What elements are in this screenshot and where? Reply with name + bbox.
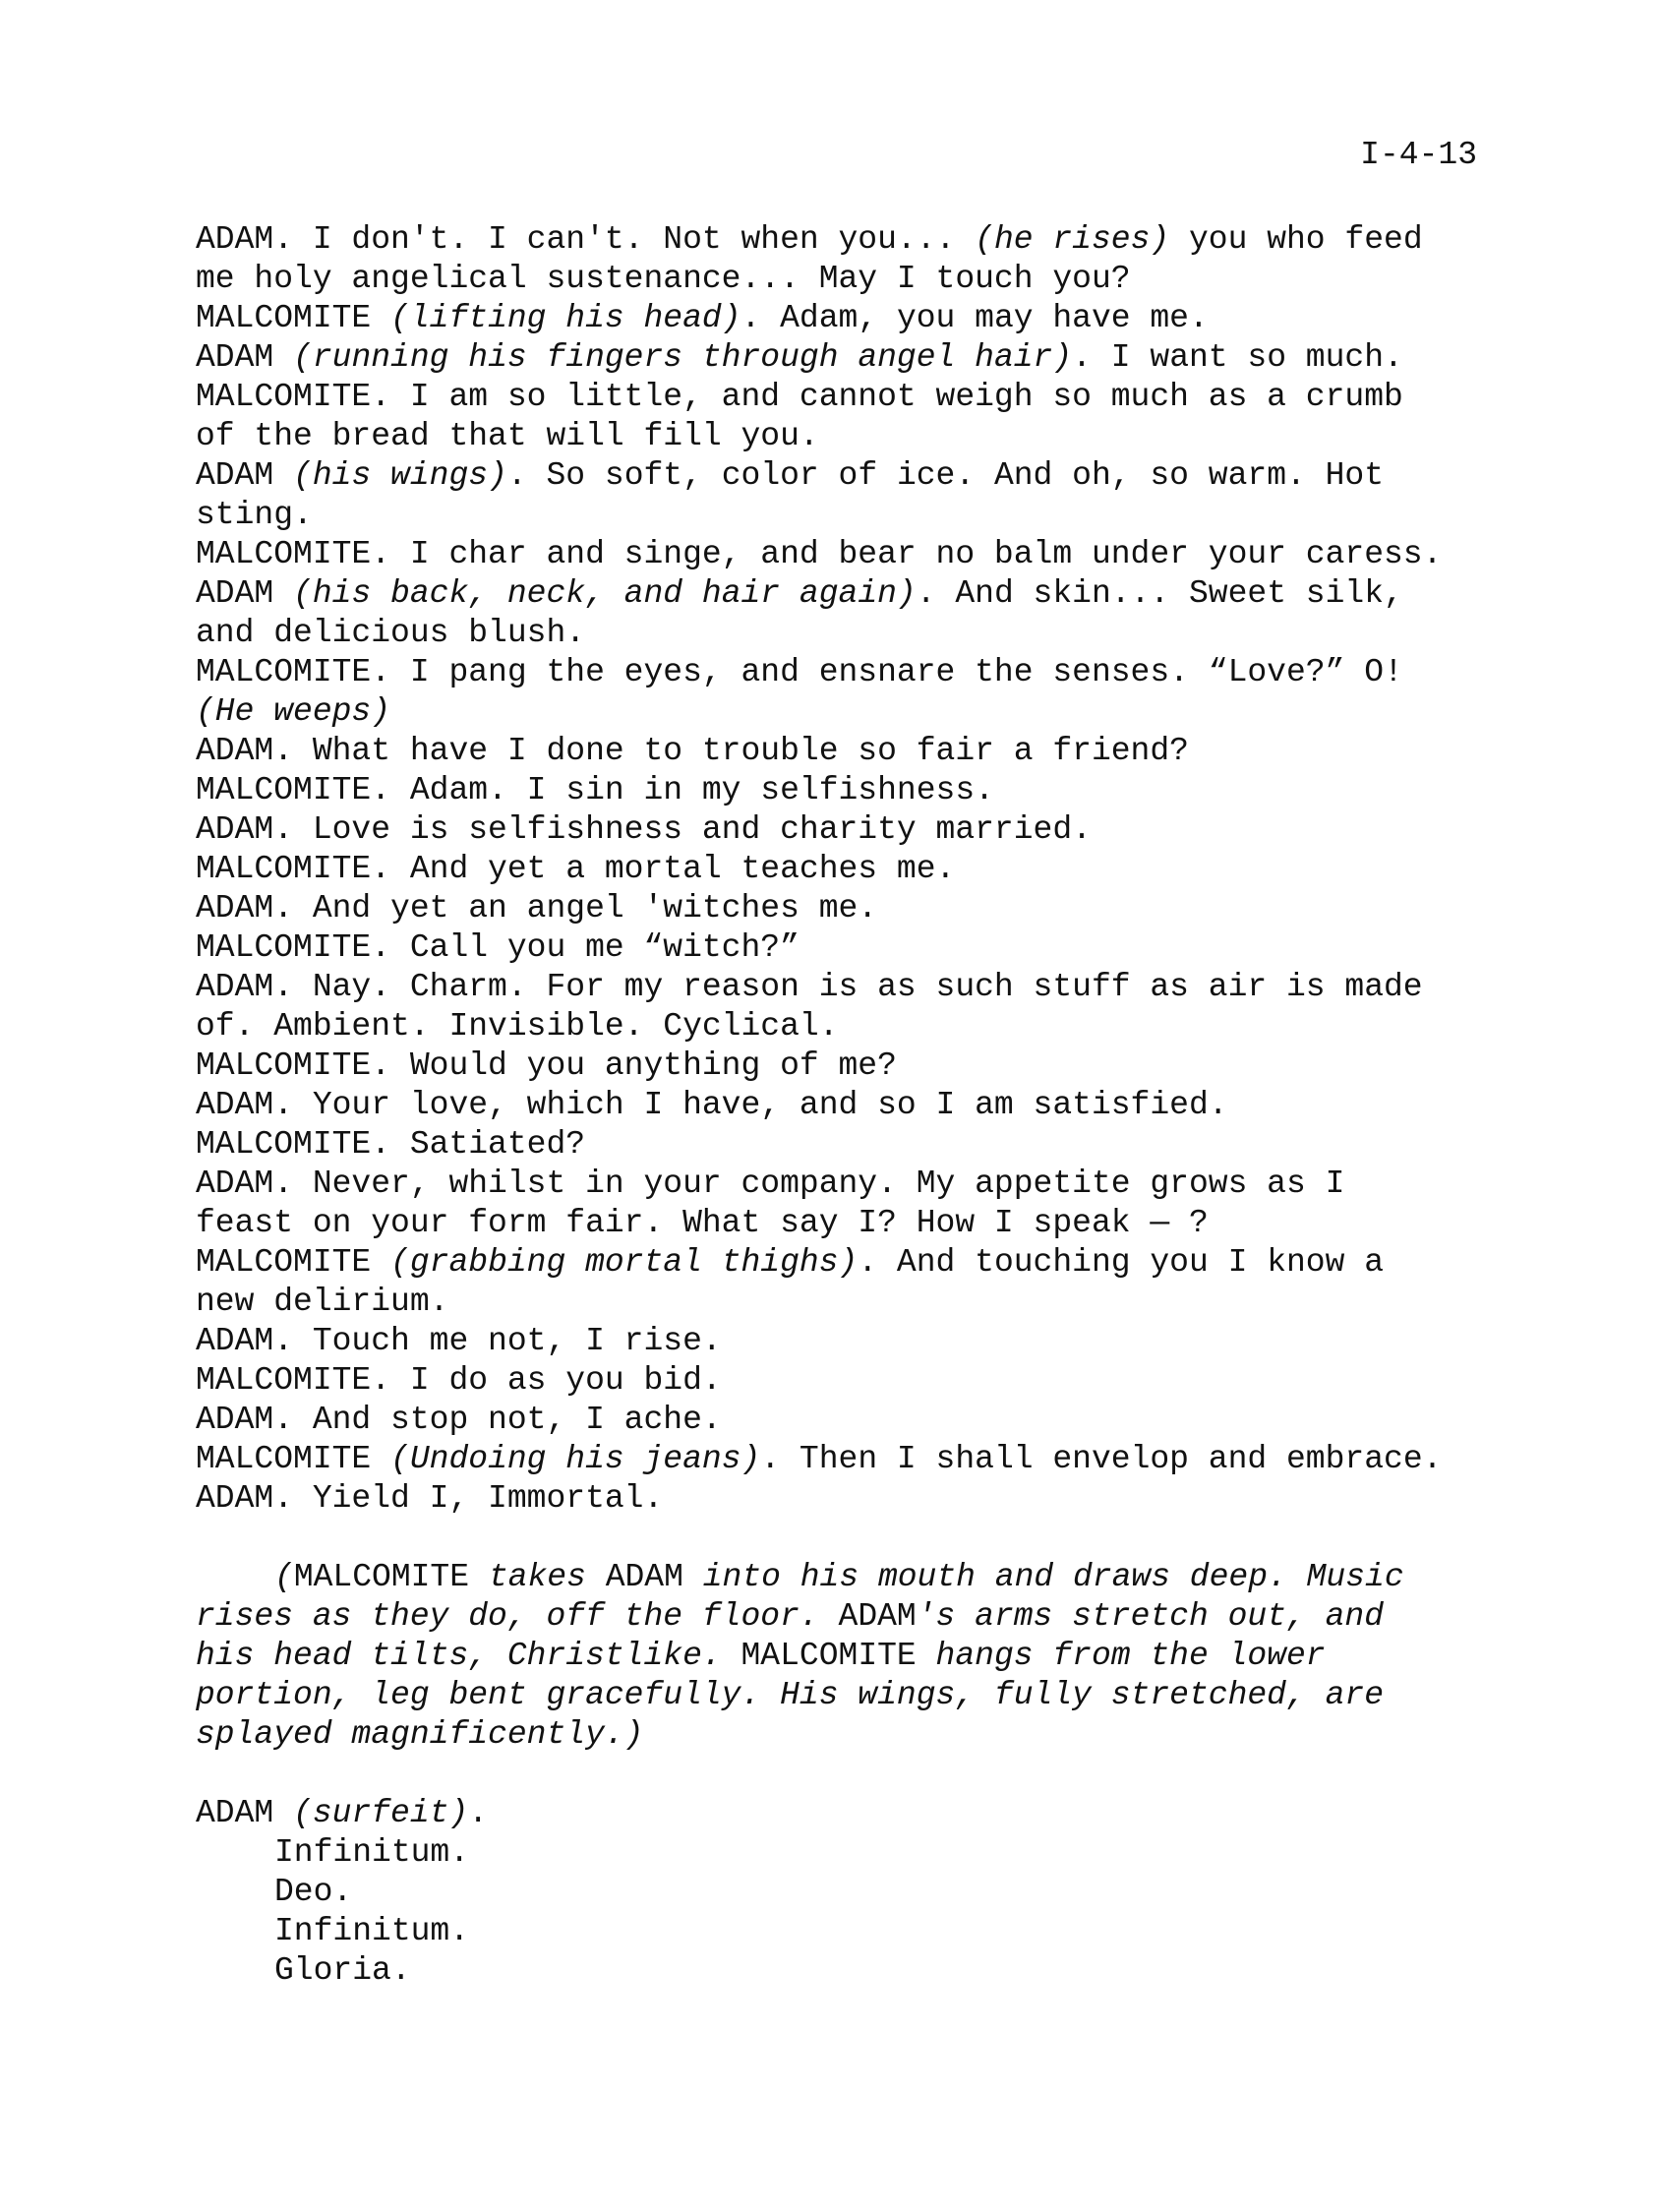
text-segment: MALCOMITE. Call you me “witch?” [196,929,800,966]
italic-text: (He weeps) [196,693,391,730]
dialogue-line [196,299,1504,338]
closing-line: Deo. [274,1874,353,1910]
text-segment: ADAM. Your love, which I have, and so I am satisfied. [196,1087,1228,1123]
italic-text: (he rises) [975,221,1170,258]
text-segment: ADAM. Touch me not, I rise. [196,1323,722,1359]
closing-line: Gloria. [274,1952,411,1989]
stage-direction-line [196,1558,1504,1597]
dialogue-line [196,1401,1504,1440]
stage-direction-line [196,1715,1504,1755]
text-segment: MALCOMITE. I char and singe, and bear no balm under your caress. [196,536,1443,572]
text-segment: . And touching you I know a [858,1244,1385,1281]
text-segment: MALCOMITE. Would you anything of me? [196,1047,897,1084]
script-body [196,220,1504,1991]
dialogue-line [196,653,1504,692]
closing-speaker-line [196,1794,1504,1833]
text-segment: MALCOMITE [741,1638,936,1674]
dialogue-line [196,614,1504,653]
dialogue-line [196,456,1504,496]
dialogue-line [196,260,1504,299]
italic-text: (his back, neck, and hair again) [293,575,917,612]
text-segment: ADAM [605,1559,703,1595]
text-segment: ADAM [196,339,294,376]
text-segment: new delirium. [196,1284,449,1320]
text-segment: . So soft, color of ice. And oh, so warm. Hot [506,457,1385,494]
text-segment: me holy angelical sustenance... May I touch you? [196,261,1131,297]
text-segment: sting. [196,497,313,533]
text-segment: MALCOMITE [196,300,391,336]
text-segment: ADAM. Never, whilst in your company. My appetite grows as I [196,1166,1345,1202]
italic-text: splayed magnificently.) [196,1716,644,1753]
dialogue-line [196,968,1504,1007]
blank-line [196,1519,1504,1558]
text-segment: MALCOMITE. I am so little, and cannot weigh so much as a crumb [196,379,1403,415]
dialogue-line [196,692,1504,732]
dialogue-line [196,1440,1504,1479]
text-segment: ADAM. And yet an angel 'witches me. [196,890,878,927]
text-segment: of. Ambient. Invisible. Cyclical. [196,1008,839,1045]
stage-direction-line [196,1637,1504,1676]
dialogue-line [196,1165,1504,1204]
dialogue-line [196,1361,1504,1401]
text-segment: . And skin... Sweet silk, [916,575,1403,612]
text-segment: and delicious blush. [196,615,586,651]
text-segment: . [468,1795,489,1831]
text-segment: ADAM. Love is selfishness and charity married. [196,811,1092,848]
text-segment: . Then I shall envelop and embrace. [760,1441,1443,1477]
text-segment: ADAM [196,575,294,612]
dialogue-line [196,810,1504,850]
dialogue-line [196,417,1504,456]
text-segment: MALCOMITE [196,1441,391,1477]
text-segment: ADAM [838,1598,917,1635]
italic-text: his head tilts, Christlike. [196,1638,741,1674]
text-segment: MALCOMITE. I pang the eyes, and ensnare the senses. “Love?” O! [196,654,1403,690]
text-segment: you who feed [1169,221,1423,258]
dialogue-line [196,1046,1504,1086]
dialogue-line [196,496,1504,535]
stage-direction-line [196,1597,1504,1637]
dialogue-line [196,1125,1504,1165]
dialogue-line [196,1322,1504,1361]
dialogue-line [196,732,1504,771]
italic-text: (lifting his head) [390,300,741,336]
italic-text: hangs from the lower [935,1638,1326,1674]
text-segment: feast on your form fair. What say I? How I speak — ? [196,1205,1209,1241]
dialogue-line [196,1007,1504,1046]
dialogue-line [196,771,1504,810]
text-segment: ADAM. Yield I, Immortal. [196,1480,664,1517]
italic-text: (his wings) [293,457,507,494]
text-segment: . I want so much. [1072,339,1403,376]
italic-text: (Undoing his jeans) [390,1441,761,1477]
dialogue-line [196,1243,1504,1283]
italic-text: takes [488,1559,606,1595]
text-segment: MALCOMITE [293,1559,489,1595]
closing-chant-block [196,1833,1504,1991]
stage-direction-line [196,1676,1504,1715]
closing-line: Infinitum. [274,1913,470,1949]
dialogue-line [196,535,1504,574]
dialogue-line [196,220,1504,260]
dialogue-block [196,220,1504,1519]
text-segment: of the bread that will fill you. [196,418,819,454]
text-segment: MALCOMITE. Adam. I sin in my selfishness. [196,772,994,808]
text-segment: ADAM. And stop not, I ache. [196,1402,722,1438]
text-segment: . Adam, you may have me. [741,300,1209,336]
italic-text: ( [274,1559,294,1595]
text-segment: MALCOMITE [196,1244,391,1281]
dialogue-line [196,889,1504,928]
page-number: I-4-13 [1360,137,1477,173]
dialogue-line [196,1204,1504,1243]
italic-text: (grabbing mortal thighs) [390,1244,859,1281]
text-segment: ADAM [196,457,294,494]
italic-text: portion, leg bent gracefully. His wings, fully stretched, are [196,1677,1384,1713]
dialogue-line [196,1283,1504,1322]
dialogue-line [196,574,1504,614]
italic-text: 's arms stretch out, and [916,1598,1385,1635]
text-segment: MALCOMITE. And yet a mortal teaches me. [196,851,956,887]
dialogue-line [196,928,1504,968]
text-segment: MALCOMITE. I do as you bid. [196,1362,722,1399]
dialogue-line [196,338,1504,378]
dialogue-line [196,1479,1504,1519]
text-segment: ADAM. Nay. Charm. For my reason is as such stuff as air is made [196,969,1423,1005]
italic-text: into his mouth and draws deep. Music [702,1559,1404,1595]
dialogue-line [196,1086,1504,1125]
text-segment: ADAM. I don't. I can't. Not when you... [196,221,976,258]
dialogue-line [196,378,1504,417]
blank-line [196,1755,1504,1794]
dialogue-line [196,850,1504,889]
text-segment: ADAM. What have I done to trouble so fair a friend? [196,733,1189,769]
italic-text: rises as they do, off the floor. [196,1598,839,1635]
closing-line: Infinitum. [274,1834,470,1871]
text-segment: MALCOMITE. Satiated? [196,1126,586,1163]
stage-direction-block [196,1558,1504,1755]
text-segment: ADAM [196,1795,294,1831]
italic-text: (running his fingers through angel hair) [293,339,1073,376]
italic-text: (surfeit) [293,1795,469,1831]
